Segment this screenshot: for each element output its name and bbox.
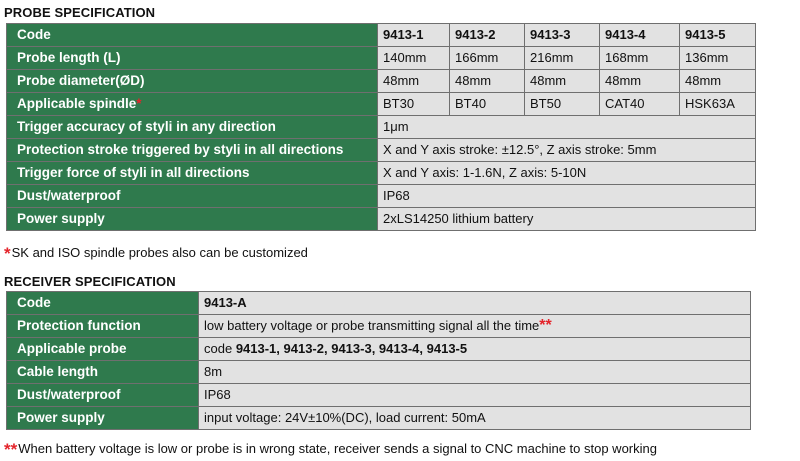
probe-row-accuracy xyxy=(7,116,756,139)
receiver-row-probe xyxy=(7,338,751,361)
probe-code-5: 9413-5 xyxy=(680,24,756,47)
receiver-label-probe: Applicable probe xyxy=(7,338,199,361)
probe-row-stroke xyxy=(7,139,756,162)
probe-row-dust xyxy=(7,185,756,208)
receiver-footnote-asterisks: ** xyxy=(4,440,18,459)
receiver-probe-cell xyxy=(199,338,751,361)
receiver-spec-title: RECEIVER SPECIFICATION xyxy=(4,274,176,289)
row-label-force: Trigger force of styli in all directions xyxy=(7,162,378,185)
receiver-row-power xyxy=(7,407,751,430)
length-1: 140mm xyxy=(378,47,450,70)
row-label-code: Code xyxy=(7,24,378,47)
row-label-diameter: Probe diameter(ØD) xyxy=(7,70,378,93)
diameter-4: 48mm xyxy=(600,70,680,93)
length-2: 166mm xyxy=(450,47,525,70)
diameter-1: 48mm xyxy=(378,70,450,93)
receiver-spec-table xyxy=(6,291,751,430)
probe-footnote-text: SK and ISO spindle probes also can be customized xyxy=(11,245,308,260)
receiver-code-value: 9413-A xyxy=(199,292,751,315)
probe-row-length xyxy=(7,47,756,70)
receiver-footnote-text: When battery voltage is low or probe is in wrong state, receiver sends a signal to CNC machine to stop working xyxy=(18,441,657,456)
stroke-value: X and Y axis stroke: ±12.5°, Z axis stroke: 5mm xyxy=(378,139,756,162)
row-label-stroke: Protection stroke triggered by styli in all directions xyxy=(7,139,378,162)
dust-value: IP68 xyxy=(378,185,756,208)
probe-code-1: 9413-1 xyxy=(378,24,450,47)
row-label-length: Probe length (L) xyxy=(7,47,378,70)
force-value: X and Y axis: 1-1.6N, Z axis: 5-10N xyxy=(378,162,756,185)
probe-code-2: 9413-2 xyxy=(450,24,525,47)
receiver-protection-cell xyxy=(199,315,751,338)
accuracy-value: 1μm xyxy=(378,116,756,139)
row-label-accuracy: Trigger accuracy of styli in any direction xyxy=(7,116,378,139)
probe-footnote xyxy=(4,244,308,264)
probe-spec-title: PROBE SPECIFICATION xyxy=(4,5,156,20)
spindle-5: HSK63A xyxy=(680,93,756,116)
receiver-probe-value: 9413-1, 9413-2, 9413-3, 9413-4, 9413-5 xyxy=(235,341,468,356)
receiver-label-cable: Cable length xyxy=(7,361,199,384)
diameter-2: 48mm xyxy=(450,70,525,93)
length-5: 136mm xyxy=(680,47,756,70)
probe-code-3: 9413-3 xyxy=(525,24,600,47)
power-value: 2xLS14250 lithium battery xyxy=(378,208,756,231)
row-label-spindle xyxy=(7,93,378,116)
diameter-5: 48mm xyxy=(680,70,756,93)
spindle-label-text: Applicable spindle xyxy=(17,96,137,111)
receiver-dust-value: IP68 xyxy=(199,384,751,407)
diameter-3: 48mm xyxy=(525,70,600,93)
spindle-4: CAT40 xyxy=(600,93,680,116)
spindle-3: BT50 xyxy=(525,93,600,116)
receiver-label-power: Power supply xyxy=(7,407,199,430)
receiver-row-cable xyxy=(7,361,751,384)
probe-code-4: 9413-4 xyxy=(600,24,680,47)
receiver-protection-value: low battery voltage or probe transmitting signal all the time xyxy=(204,318,540,333)
receiver-row-dust xyxy=(7,384,751,407)
spindle-asterisk: * xyxy=(136,96,142,111)
receiver-label-protection: Protection function xyxy=(7,315,199,338)
row-label-power: Power supply xyxy=(7,208,378,231)
protection-asterisks: ** xyxy=(539,317,552,334)
spindle-2: BT40 xyxy=(450,93,525,116)
spindle-1: BT30 xyxy=(378,93,450,116)
receiver-row-protection xyxy=(7,315,751,338)
receiver-row-code xyxy=(7,292,751,315)
footnote-asterisk: * xyxy=(4,244,11,263)
receiver-power-value: input voltage: 24V±10%(DC), load current: 50mA xyxy=(199,407,751,430)
length-3: 216mm xyxy=(525,47,600,70)
length-4: 168mm xyxy=(600,47,680,70)
probe-row-power xyxy=(7,208,756,231)
receiver-cable-value: 8m xyxy=(199,361,751,384)
receiver-label-dust: Dust/waterproof xyxy=(7,384,199,407)
probe-row-code xyxy=(7,24,756,47)
probe-spec-table xyxy=(6,23,756,231)
receiver-probe-prefix: code xyxy=(204,341,236,356)
probe-row-diameter xyxy=(7,70,756,93)
receiver-label-code: Code xyxy=(7,292,199,315)
receiver-footnote xyxy=(4,440,657,460)
row-label-dust: Dust/waterproof xyxy=(7,185,378,208)
probe-row-force xyxy=(7,162,756,185)
probe-row-spindle xyxy=(7,93,756,116)
